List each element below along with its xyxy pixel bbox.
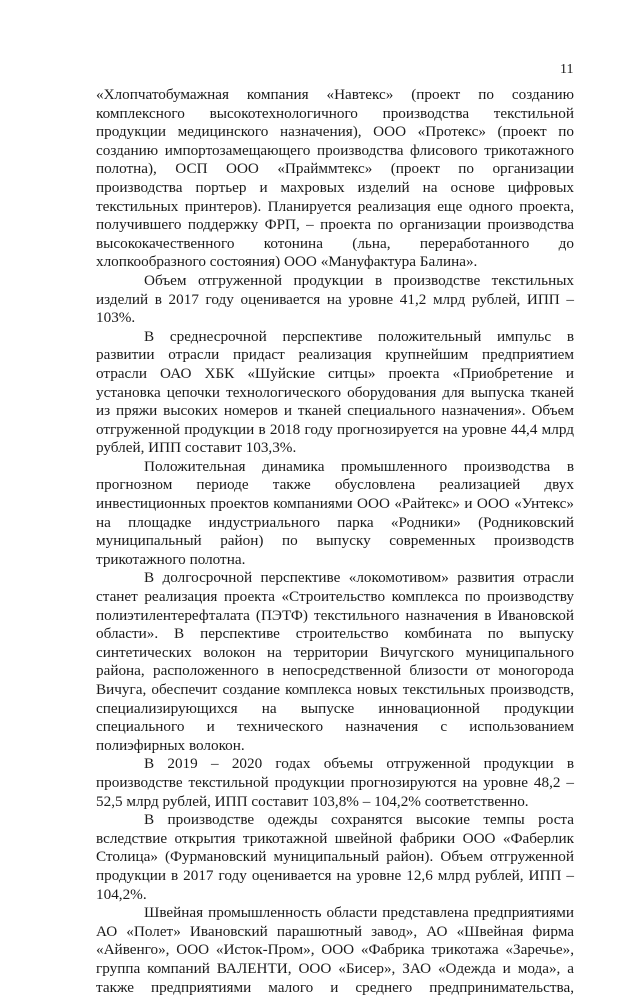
page-number: 11: [560, 62, 574, 77]
paragraph-7: В производстве одежды сохранятся высокие темпы роста вследствие открытия трикотажной швейной фабрики ООО «Фаберлик Столица» (Фурмановский муниципальный район). Объем отгруженной продукции в 2017 году оценивается на уровне 12,6 млрд рублей, ИПП – 104,2%.: [96, 811, 574, 903]
paragraph-4: Положительная динамика промышленного производства в прогнозном периоде также обусловлена реализацией двух инвестиционных проектов компаниями ООО «Райтекс» и ООО «Унтекс» на площадке индустриального парка «Родники» (Родниковский муниципальный район) по выпуску современных производств трикотажного полотна.: [96, 457, 574, 568]
paragraph-5: В долгосрочной перспективе «локомотивом» развития отрасли станет реализация проекта «Строительство комплекса по производству полиэтилентерефталата (ПЭТФ) текстильного назначения в Ивановской области». В перспективе строительство комбината по выпуску синтетических волокон на территории Вичугского муниципального района, расположенного в непосредственной близости от моногорода Вичуга, обеспечит создание комплекса новых текстильных производств, специализирующихся на выпуске инновационной продукции специального и технического назначения с использованием полиэфирных волокон.: [96, 569, 574, 754]
paragraph-2: Объем отгруженной продукции в производстве текстильных изделий в 2017 году оценивается на уровне 41,2 млрд рублей, ИПП – 103%.: [96, 271, 574, 327]
paragraph-3: В среднесрочной перспективе положительный импульс в развитии отрасли придаст реализация крупнейшим предприятием отрасли ОАО ХБК «Шуйские ситцы» проекта «Приобретение и установка цепочки технологического оборудования для выпуска тканей из пряжи высоких номеров и тканей специального назначения». Объем отгруженной продукции в 2018 году прогнозируется на уровне 44,4 млрд рублей, ИПП составит 103,3%.: [96, 327, 574, 457]
paragraph-8: Швейная промышленность области представлена предприятиями АО «Полет» Ивановский парашютный завод», АО «Швейная фирма «Айвенго», ООО «Исток-Пром», ООО «Фабрика трикотажа «Заречье», группа компаний ВАЛЕНТИ, ООО «Бисер», ЗАО «Одежда и мода», а также предприятиями малого и среднего предпринимательства,: [96, 904, 574, 996]
paragraph-1: «Хлопчатобумажная компания «Навтекс» (проект по созданию комплексного высокотехнологичного производства текстильной продукции медицинского назначения), ООО «Протекс» (проект по созданию импортозамещающего производства флисового трикотажного полотна), ОСП ООО «Прайммтекс» (проект по организации производства портьер и махровых изделий на основе цифровых текстильных принтеров). Планируется реализация еще одного проекта, получившего поддержку ФРП, – проекта по организации производства высококачественного котонина (льна, переработанного до хлопкообразного состояния) ООО «Мануфактура Балина».: [96, 86, 574, 271]
document-body: [96, 86, 574, 997]
paragraph-6: В 2019 – 2020 годах объемы отгруженной продукции в производстве текстильной продукции прогнозируются на уровне 48,2 – 52,5 млрд рублей, ИПП составит 103,8% – 104,2% соответственно.: [96, 755, 574, 810]
